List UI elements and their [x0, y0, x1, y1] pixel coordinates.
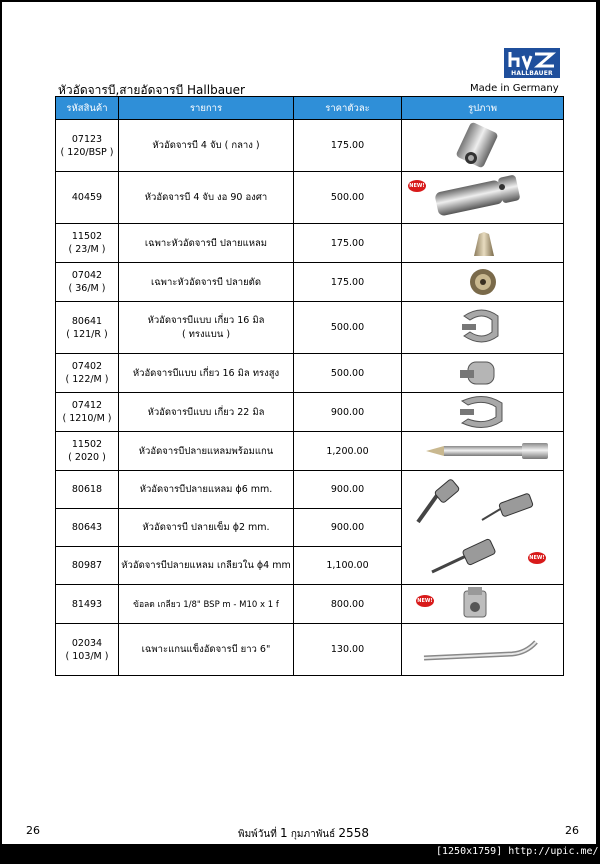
- product-name: เฉพาะหัวอัดจารบี ปลายตัด: [150, 276, 262, 288]
- product-name-note: ( ทรงแบน ): [181, 328, 231, 340]
- product-name: เฉพาะแกนแข็งอัดจารบี ยาว 6": [141, 644, 271, 655]
- product-ref: ( 2020 ): [68, 452, 106, 463]
- rigid-extension-image: [404, 624, 564, 675]
- product-image-cell: [402, 302, 564, 354]
- product-code-cell: [56, 471, 119, 509]
- product-name: หัวอัดจารบีปลายแหลมพร้อมแกน: [138, 445, 274, 457]
- product-price: 1,100.00: [294, 547, 402, 585]
- product-name: เฉพาะหัวอัดจารบี ปลายแหลม: [144, 237, 268, 249]
- table-row: [56, 393, 564, 432]
- product-name-cell: [119, 432, 294, 471]
- product-code-cell: [56, 224, 119, 263]
- product-code: 80987: [71, 560, 103, 571]
- column-header-code: รหัสสินค้า: [56, 97, 119, 120]
- product-code: 80618: [71, 484, 103, 495]
- product-ref: ( 23/M ): [68, 244, 106, 255]
- watermark-text: [1250x1759] http://upic.me/: [436, 846, 599, 857]
- page-number-left: 26: [26, 824, 40, 837]
- product-name-cell: [119, 585, 294, 624]
- product-code-cell: [56, 120, 119, 172]
- product-code-cell: [56, 393, 119, 432]
- table-row: [56, 432, 564, 471]
- product-name-cell: [119, 224, 294, 263]
- new-badge: NEW!: [408, 180, 426, 192]
- product-code-cell: [56, 585, 119, 624]
- product-name-cell: [119, 302, 294, 354]
- product-code: 40459: [71, 192, 103, 203]
- product-price: 1,200.00: [294, 432, 402, 471]
- logo-mark: [504, 48, 560, 70]
- product-price: 500.00: [294, 302, 402, 354]
- product-name-cell: [119, 172, 294, 224]
- table-row: [56, 585, 564, 624]
- product-price: 900.00: [294, 471, 402, 509]
- table-header-row: [56, 97, 564, 120]
- product-name-cell: [119, 120, 294, 172]
- product-image-cell: [402, 432, 564, 471]
- print-date: [238, 826, 369, 842]
- page-number-right: 26: [565, 824, 579, 837]
- product-name: หัวอัดจารบี 4 จับ งอ 90 องศา: [144, 192, 268, 203]
- new-badge: NEW!: [528, 552, 546, 564]
- product-code: 07042: [71, 270, 103, 281]
- product-code-cell: [56, 263, 119, 302]
- product-code-cell: [56, 624, 119, 676]
- made-in-label: Made in Germany: [470, 83, 559, 94]
- pointed-nozzle-image: [404, 224, 564, 262]
- product-code: 07412: [71, 400, 103, 411]
- product-price: 130.00: [294, 624, 402, 676]
- product-name: หัวอัดจารบี 4 จับ ( กลาง ): [152, 140, 260, 151]
- product-ref: ( 120/BSP ): [60, 146, 114, 158]
- table-row: [56, 354, 564, 393]
- table-row: [56, 624, 564, 676]
- print-date-prefix: พิมพ์วันที่: [238, 829, 277, 840]
- product-image-cell: [402, 354, 564, 393]
- print-date-year: 2558: [338, 826, 369, 840]
- product-table: [55, 96, 564, 676]
- table-row: [56, 224, 564, 263]
- product-code-cell: [56, 547, 119, 585]
- product-image-cell: [402, 624, 564, 676]
- pointed-nozzle-rod-image: [404, 432, 564, 470]
- print-date-day: 1: [280, 826, 288, 840]
- table-row: [56, 120, 564, 172]
- logo-text: HALLBAUER: [504, 70, 560, 78]
- product-image-cell: [402, 471, 564, 585]
- catalog-page: [2, 2, 596, 844]
- product-image-cell: [402, 393, 564, 432]
- product-code-cell: [56, 354, 119, 393]
- product-ref: ( 36/M ): [68, 283, 106, 294]
- product-price: 900.00: [294, 393, 402, 432]
- product-name: หัวอัดจารบี ปลายเข็ม ϕ2 mm.: [142, 522, 270, 533]
- product-name: หัวอัดจารบีแบบ เกี่ยว 16 มิล ทรงสูง: [132, 367, 280, 379]
- product-code: 81493: [71, 598, 103, 610]
- print-date-month: กุมภาพันธ์: [290, 829, 336, 840]
- product-code: 80643: [71, 522, 103, 533]
- table-row: [56, 172, 564, 224]
- product-name-cell: [119, 509, 294, 547]
- product-name-cell: [119, 547, 294, 585]
- table-row: [56, 302, 564, 354]
- product-price: 175.00: [294, 263, 402, 302]
- product-code-cell: [56, 432, 119, 471]
- product-name-cell: [119, 393, 294, 432]
- product-image-cell: [402, 263, 564, 302]
- product-price: 900.00: [294, 509, 402, 547]
- table-row: [56, 471, 564, 509]
- product-price: 175.00: [294, 224, 402, 263]
- grease-coupler-image: [404, 120, 564, 171]
- product-image-cell: [402, 172, 564, 224]
- product-price: 500.00: [294, 172, 402, 224]
- new-badge: NEW!: [416, 595, 434, 607]
- grease-coupler-90-image: [404, 172, 564, 223]
- hook-coupler-tall-image: [404, 354, 564, 392]
- product-code-cell: [56, 509, 119, 547]
- column-header-item: รายการ: [119, 97, 294, 120]
- product-ref: ( 103/M ): [65, 650, 109, 662]
- product-price: 175.00: [294, 120, 402, 172]
- product-name: หัวอัดจารบีแบบ เกี่ยว 16 มิล: [147, 314, 265, 326]
- product-ref: ( 1210/M ): [62, 413, 112, 424]
- product-code: 07123: [71, 133, 103, 145]
- product-name-cell: [119, 354, 294, 393]
- needle-nozzles-image: [404, 472, 564, 584]
- product-name: หัวอัดจารบีแบบ เกี่ยว 22 มิล: [147, 406, 265, 418]
- column-header-price: ราคาตัวละ: [294, 97, 402, 120]
- hallbauer-logo: [504, 48, 560, 78]
- flat-nozzle-image: [404, 263, 564, 301]
- product-name: หัวอัดจารบีปลายแหลม ϕ6 mm.: [139, 484, 273, 495]
- hook-coupler-flat-image: [404, 302, 564, 353]
- product-code: 11502: [71, 231, 103, 242]
- product-name: ข้อลด เกลียว 1/8" BSP m - M10 x 1 f: [133, 600, 279, 610]
- product-image-cell: [402, 224, 564, 263]
- product-name-cell: [119, 624, 294, 676]
- product-price: 800.00: [294, 585, 402, 624]
- product-code: 11502: [71, 439, 103, 450]
- column-header-image: รูปภาพ: [402, 97, 564, 120]
- page-title: หัวอัดจารบี,สายอัดจารบี Hallbauer: [58, 83, 245, 97]
- product-code-cell: [56, 302, 119, 354]
- product-price: 500.00: [294, 354, 402, 393]
- product-ref: ( 122/M ): [65, 374, 109, 385]
- product-code: 80641: [71, 315, 103, 327]
- product-name-cell: [119, 471, 294, 509]
- product-code: 07402: [71, 361, 103, 372]
- product-code-cell: [56, 172, 119, 224]
- product-image-cell: [402, 120, 564, 172]
- product-ref: ( 121/R ): [66, 328, 108, 340]
- product-name-cell: [119, 263, 294, 302]
- table-row: [56, 263, 564, 302]
- product-code: 02034: [71, 637, 103, 649]
- hook-coupler-22-image: [404, 393, 564, 431]
- product-name: หัวอัดจารบีปลายแหลม เกลียวใน ϕ4 mm: [121, 560, 291, 571]
- product-image-cell: [402, 585, 564, 624]
